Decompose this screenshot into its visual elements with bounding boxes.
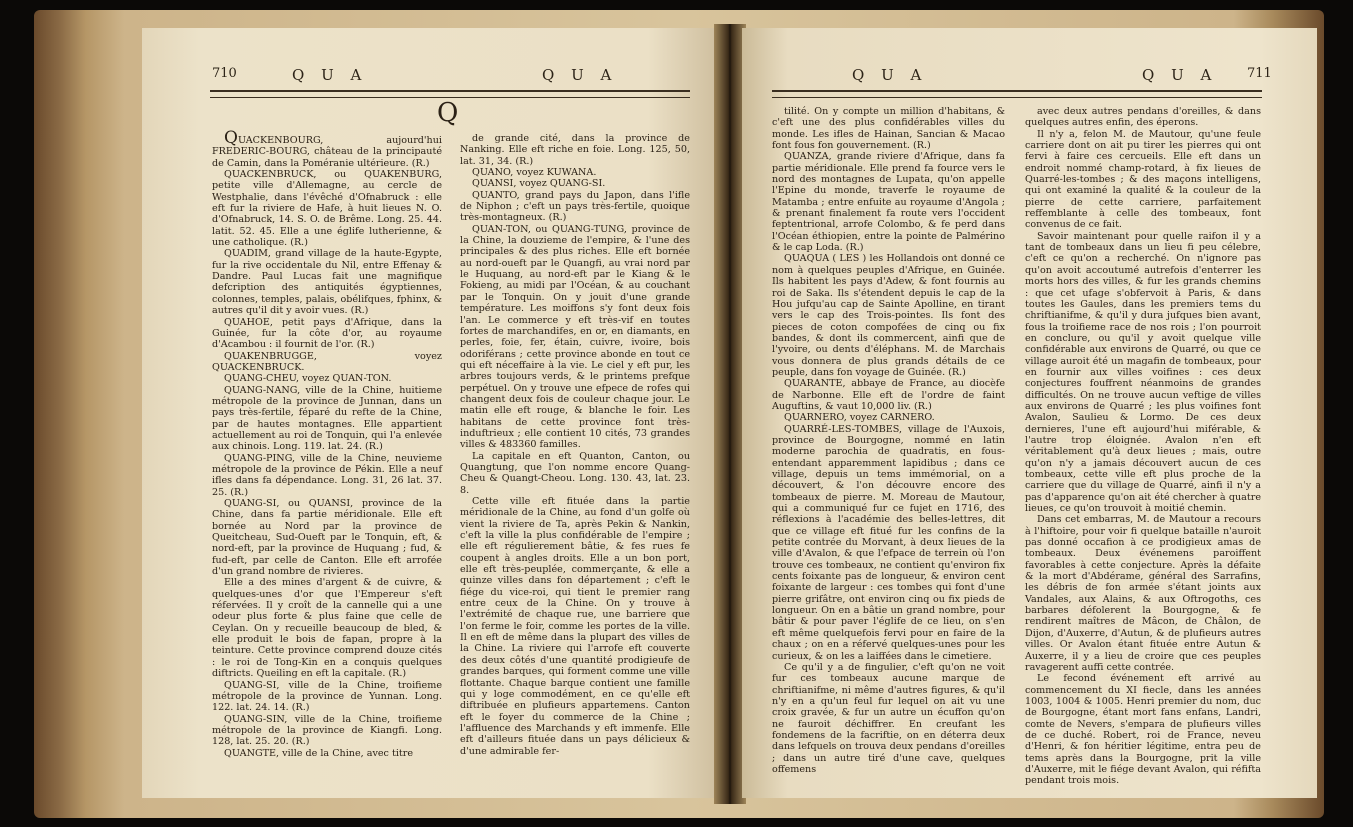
entry-paragraph: QUACKENBRUCK, ou QUAKENBURG, petite ville d'Allemagne, au cercle de Westphalie, dans l'évêché d'Ofnabruck : elle eft fur la riviere de Hafe, à huit lieues N. O. d'Ofnabruck, 14. S. O. de Brême. Long. 25. 44. latit. 52. 45. Elle a une églife lutherienne, & une catholique. (R.) [212,169,442,249]
entry-paragraph: QUARRÉ-LES-TOMBES, village de l'Auxois, province de Bourgogne, nommé en latin moderne parochia de quadratis, en fous-entendant apparemment lapidibus ; dans ce village, depuis un tems immémorial, on a découvert, & l'on découvre encore des tombeaux de pierre. M. Moreau de Mautour, qui a communiqué fur ce fujet en 1716, des réflexions à l'académie des belles-lettres, dit que ce village eft fitué fur les confins de la petite contrée du Morvant, à deux lieues de la ville d'Avalon, & que l'efpace de terrein où l'on trouve ces tombeaux, ne contient qu'environ fix cents foixante pas de longueur, & environ cent foixante de largeur : ces tombes qui font d'une pierre grifâtre, ont environ cinq ou fix pieds de longueur. On en a bâtie un grand nombre, pour bâtir & pour paver l'églife de ce lieu, on s'en eft même quelquefois fervi pour en faire de la chaux ; on en a réfervé quelques-unes pour les curieux, & on les a laiffées dans le cimetiere. [772,423,1005,662]
right-header-rule [772,90,1262,98]
left-header-rule [210,90,690,98]
entry-paragraph: QUARNERO, voyez CARNERO. [784,412,935,424]
left-page-number: 710 [212,66,237,81]
entry-paragraph: avec deux autres pendans d'oreilles, & dans quelques autres enfin, des éperons. [1025,106,1261,129]
right-head-word-2: Q U A [1142,66,1218,84]
right-page-number: 711 [1247,66,1272,81]
entry-paragraph: QUAQUA ( LES ) les Hollandois ont donné ce nom à quelques peuples d'Afrique, en Guinée. Ils habitent les pays d'Adew, & font fournis au roi de Saka. Ils s'étendent depuis le cap de la Hou jufqu'au cap de Sainte Apolline, en tirant vers le cap des Trois-pointes. Ils font des pieces de coton compofées de cinq ou fix bandes, & dont ils commercent, ainfi que de l'yvoire, ou dents d'éléphans. M. de Marchais vous donnera de plus grands détails de ce peuple, dans fon voyage de Guinée. (R.) [772,253,1005,378]
entry-paragraph: tilité. On y compte un million d'habitans, & c'eft une des plus confidérables villes du monde. Les ifles de Hainan, Sancian & Macao font fous fon gouvernement. (R.) [772,106,1005,152]
entry-paragraph: Dans cet embarras, M. de Mautour a recours à l'hiftoire, pour voir fi quelque bataille n'auroit pas donné occafion à ce prodigieux amas de tombeaux. Deux événemens paroiffent favorables à cette conjecture. Après la défaite & la mort d'Abdérame, général des Sarrafins, les débris de fon armée s'étant joints aux Vandales, aux Alains, & aux Oftrogoths, ces barbares défolerent la Bourgogne, & fe rendirent maîtres de Mâcon, de Châlon, de Dijon, d'Auxerre, d'Autun, & de plufieurs autres villes. Or Avalon étant fituée entre Autun & Auxerre, il y a lieu de croire que ces peuples ravagerent auffi cette contrée. [1025,514,1261,673]
left-column-1 [212,128,442,759]
entry-paragraph: QUANG-SI, ou QUANSI, province de la Chine, dans fa partie méridionale. Elle eft bornée au Nord par la province de Queitcheau, Sud-Oueft par le Tonquin, eft, & nord-eft, par la province de Huquang ; fud, & fud-eft, par celle de Canton. Elle eft arrofée d'un grand nombre de rivieres. [212,498,442,578]
entry-paragraph: QUANSI, voyez QUANG-SI. [472,178,606,190]
right-column-1 [772,106,1005,775]
entry-paragraph: Cette ville eft fituée dans la partie méridionale de la Chine, au fond d'un golfe où vient la riviere de Ta, après Pekin & Nankin, c'eft la ville la plus confidérable de l'empire ; elle eft régulierement bâtie, & fes rues fe coupent à angles droits. Elle a un bon port, elle eft très-peuplée, commerçante, & elle a quinze villes dans fon département ; c'eft le fiége du vice-roi, qui tient le premier rang entre ceux de la Chine. On y trouve à l'extrémité de chaque rue, une barriere que l'on ferme le foir, comme les portes de la ville. Il en eft de même dans la plupart des villes de la Chine. La riviere qui l'arrofe eft couverte des deux côtés d'une quantité prodigieufe de grandes barques, qui forment comme une ville flottante. Chaque barque contient une famille qui y loge commodément, en ce qu'elle eft diftribuée en plufieurs appartemens. Canton eft le foyer du commerce de la Chine ; l'affluence des Marchands y eft immenfe. Elle eft d'ailleurs fituée dans un pays délicieux & d'une admirable fer- [460,496,690,757]
left-page [142,28,717,798]
entry-paragraph: QUAKENBRUGGE, voyez QUACKENBRUCK. [212,350,442,373]
entry-paragraph: QUAN-TON, ou QUANG-TUNG, province de la Chine, la douzieme de l'empire, & l'une des principales & des plus riches. Elle eft bornée au nord-oueft par le Quangfi, au vrai nord par le Huquang, au nord-eft par le Kiang & le Fokieng, au midi par l'Océan, & au couchant par le Tonquin. On y jouit d'une grande température. Les moiffons s'y font deux fois l'an. Le commerce y eft très-vif en toutes fortes de marchandifes, en or, en diamants, en perles, foie, fer, étain, cuivre, ivoire, bois odoriférans ; cette province abonde en tout ce qui eft néceffaire à la vie. Le ciel y eft pur, les arbres toujours verds, & le printems prefque perpétuel. On y trouve une efpece de rofes qui changent deux fois de couleur chaque jour. Le matin elle eft rouge, & blanche le foir. Les habitans de cette province font très-induftrieux ; elle contient 10 cités, 73 grandes villes & 483360 familles. [460,223,690,451]
entry-paragraph: Ce qu'il y a de fingulier, c'eft qu'on ne voit fur ces tombeaux aucune marque de chriftianifme, ni même d'autres figures, & qu'il n'y en a qu'un feul fur lequel on ait vu une croix gravée, & fur un autre un écuffon qu'on ne fauroit déchiffrer. En creufant les fondemens de la facriftie, on en déterra deux dans lefquels on trouva deux pendans d'oreilles ; dans un autre tiré d'une cave, quelques offemens [772,661,1005,775]
entry-paragraph: QUANO, voyez KUWANA. [472,167,597,179]
entry-paragraph: QUANGTE, ville de la Chine, avec titre [224,747,414,759]
right-running-head [742,66,1317,86]
entry-paragraph: Elle a des mines d'argent & de cuivre, & quelques-unes d'or que l'Empereur s'eft réfervées. Il y croît de la cannelle qui a une odeur plus forte & plus faine que celle de Ceylan. On y recueille beaucoup de bled, & elle produit le bois de fapan, propre à la teinture. Cette province comprend douze cités : le roi de Tong-Kin en a conquis quelques diftricts. Queiling en eft la capitale. (R.) [212,577,442,680]
right-column-2 [1025,106,1261,787]
entry-paragraph: QUANG-PING, ville de la Chine, neuvieme métropole de la province de Pékin. Elle a neuf ifles dans fa dépendance. Long. 31, 26 lat. 37. 25. (R.) [212,452,442,498]
entry-paragraph: QUACKENBOURG, aujourd'hui FREDERIC-BOURG, château de la principauté de Camin, dans la Poméranie ultérieure. (R.) [212,128,442,169]
open-book [34,10,1324,818]
entry-paragraph: Le fecond événement eft arrivé au commencement du XI fiecle, dans les années 1003, 1004 & 1005. Henri premier du nom, duc de Bourgogne, étant mort fans enfans, Landri, comte de Nevers, s'empara de plufieurs villes de ce duché. Robert, roi de France, neveu d'Henri, & fon héritier légitime, entra peu de tems après dans la Bourgogne, prit la ville d'Auxerre, mit le fiége devant Avalon, qui réfifta pendant trois mois. [1025,673,1261,787]
entry-paragraph: QUADIM, grand village de la haute-Egypte, fur la rive occidentale du Nil, entre Effenay & Dandre. Paul Lucas fait une magnifique defcription des antiquités égyptiennes, colonnes, temples, palais, obélifques, fphinx, & autres qu'il dit y avoir vues. (R.) [212,248,442,317]
left-head-word-2: Q U A [542,66,618,84]
entry-paragraph: Il n'y a, felon M. de Mautour, qu'une feule carriere dont on ait pu tirer les pierres qui ont fervi à faire ces cercueils. Elle eft dans un endroit nommé champ-rotard, à fix lieues de Quarré-les-tombes ; & des maçons intelligens, qui ont examiné la qualité & la couleur de la pierre de cette carriere, parfaitement reffemblante à celle des tombeaux, font convenus de ce fait. [1025,128,1261,231]
entry-paragraph: QUAHOE, petit pays d'Afrique, dans la Guinée, fur la côte d'or, au royaume d'Acambou : il fournit de l'or. (R.) [212,316,442,351]
entry-paragraph: QUARANTE, abbaye de France, au diocèfe de Narbonne. Elle eft de l'ordre de faint Auguftins, & vaut 10,000 liv. (R.) [772,378,1005,412]
entry-paragraph: Savoir maintenant pour quelle raifon il y a tant de tombeaux dans un lieu fi peu célebre, c'eft ce qu'on a recherché. On n'ignore pas qu'on avoit accoutumé autrefois d'enterrer les morts hors des villes, & fur les grands chemins : que cet ufage s'obfervoit à Paris, & dans toutes les Gaules, dans les premiers tems du chriftianifme, & qu'il y dura jufques bien avant, fous la troifieme race de nos rois ; l'on pourroit en conclure, ou qu'il y avoit quelque ville confidérable aux environs de Quarré, ou que ce village auroit été un magafin de tombeaux, pour en fournir aux villes voifines : ces deux conjectures fouffrent néanmoins de grandes difficultés. On ne trouve aucun veftige de villes aux environs de Quarré ; les plus voifines font Avalon, Saulieu & Lormo. De ces deux dernieres, l'une eft aujourd'hui miférable, & l'autre trop éloignée. Avalon n'en eft véritablement qu'à deux lieues ; mais, outre qu'on n'y a jamais découvert aucun de ces tombeaux, cette ville eft plus proche de la carriere que du village de Quarré, ainfi il n'y a pas d'apparence qu'on ait été chercher à quatre lieues, ce qu'on trouvoit à moitié chemin. [1025,230,1261,515]
entry-paragraph: QUANTO, grand pays du Japon, dans l'ifle de Niphon ; c'eft un pays très-fertile, quoique très-montagneux. (R.) [460,189,690,224]
entry-paragraph: La capitale en eft Quanton, Canton, ou Quangtung, que l'on nomme encore Quang-Cheu & Quangt-Cheou. Long. 130. 43, lat. 23. 8. [460,450,690,496]
right-page [742,28,1317,798]
left-head-word-1: Q U A [292,66,368,84]
left-column-2 [460,133,690,757]
left-running-head [142,66,717,86]
right-head-word-1: Q U A [852,66,928,84]
entry-paragraph: QUANG-SIN, ville de la Chine, troifieme métropole de la province de Kiangfi. Long. 128, lat. 25. 20. (R.) [212,713,442,748]
section-letter: Q [437,98,459,128]
entry-paragraph: QUANG-CHEU, voyez QUAN-TON. [224,373,392,385]
entry-paragraph: QUANG-SI, ville de la Chine, troifieme métropole de la province de Yunnan. Long. 122. lat. 24. 14. (R.) [212,679,442,714]
entry-paragraph: QUANG-NANG, ville de la Chine, huitieme métropole de la province de Junnan, dans un pays très-fertile, féparé du refte de la Chine, par de hautes montagnes. Elle appartient actuellement au roi de Tonquin, qui l'a enlevée aux chinois. Long. 119. lat. 24. (R.) [212,384,442,453]
entry-paragraph: QUANZA, grande riviere d'Afrique, dans fa partie méridionale. Elle prend fa fource vers le nord des montagnes de Lupata, qu'on appelle l'Epine du monde, traverfe le royaume de Matamba ; entre enfuite au royaume d'Angola ; & prenant finalement fa route vers l'occident feptentrional, arrofe Colombo, & fe perd dans l'Océan éthiopien, entre la pointe de Palmérino & le cap Loda. (R.) [772,151,1005,254]
entry-paragraph: de grande cité, dans la province de Nanking. Elle eft riche en foie. Long. 125, 50, lat. 31, 34. (R.) [460,133,690,167]
